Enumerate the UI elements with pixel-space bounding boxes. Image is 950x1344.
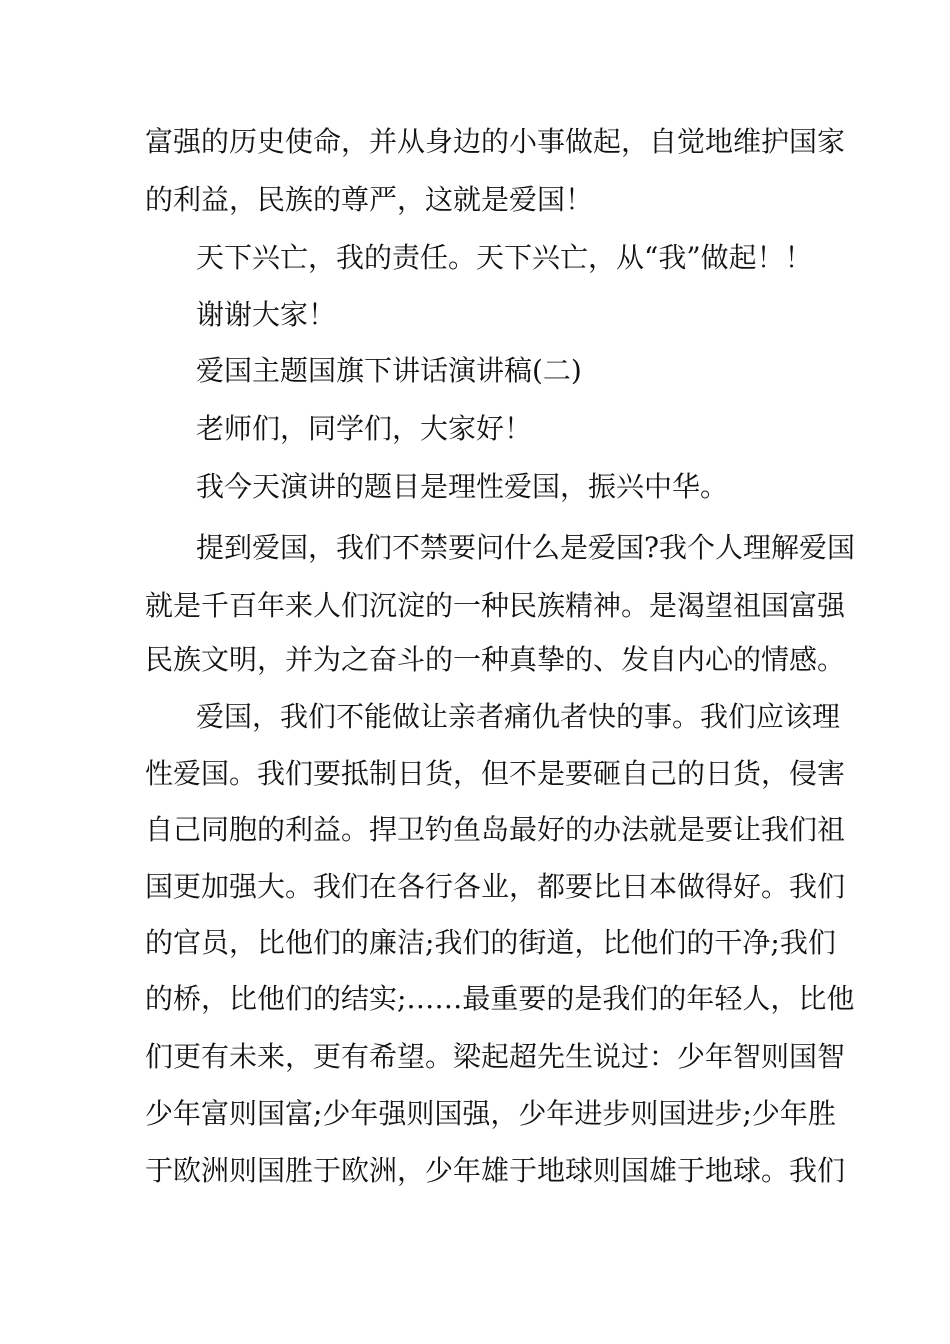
text-line: 的官员，比他们的廉洁;我们的街道，比他们的干净;我们	[145, 926, 836, 959]
text-line: 性爱国。我们要抵制日货，但不是要砸自己的日货，侵害	[145, 757, 846, 790]
text-line: 民族文明，并为之奋斗的一种真挚的、发自内心的情感。	[145, 643, 846, 676]
text-line: 于欧洲则国胜于欧洲，少年雄于地球则国雄于地球。我们	[145, 1154, 846, 1187]
text-line: 提到爱国，我们不禁要问什么是爱国?我个人理解爱国	[196, 531, 856, 564]
text-line: 的利益，民族的尊严，这就是爱国！	[145, 183, 594, 216]
text-line: 老师们，同学们，大家好！	[196, 412, 533, 445]
text-line: 天下兴亡，我的责任。天下兴亡，从“我”做起！！	[196, 241, 813, 274]
text-line: 谢谢大家！	[196, 298, 337, 331]
text-line: 少年富则国富;少年强则国强，少年进步则国进步;少年胜	[145, 1097, 836, 1130]
text-line: 爱国，我们不能做让亲者痛仇者快的事。我们应该理	[196, 700, 841, 733]
text-line: 就是千百年来人们沉淀的一种民族精神。是渴望祖国富强	[145, 589, 846, 622]
text-line: 国更加强大。我们在各行各业，都要比日本做得好。我们	[145, 870, 846, 903]
text-line: 富强的历史使命，并从身边的小事做起，自觉地维护国家	[145, 125, 846, 158]
text-line: 们更有未来，更有希望。梁起超先生说过：少年智则国智	[145, 1040, 846, 1073]
section-title: 爱国主题国旗下讲话演讲稿(二)	[196, 354, 582, 387]
text-line: 的桥，比他们的结实;……最重要的是我们的年轻人，比他	[145, 982, 855, 1015]
text-line: 我今天演讲的题目是理性爱国，振兴中华。	[196, 470, 729, 503]
text-line: 自己同胞的利益。捍卫钓鱼岛最好的办法就是要让我们祖	[145, 813, 846, 846]
